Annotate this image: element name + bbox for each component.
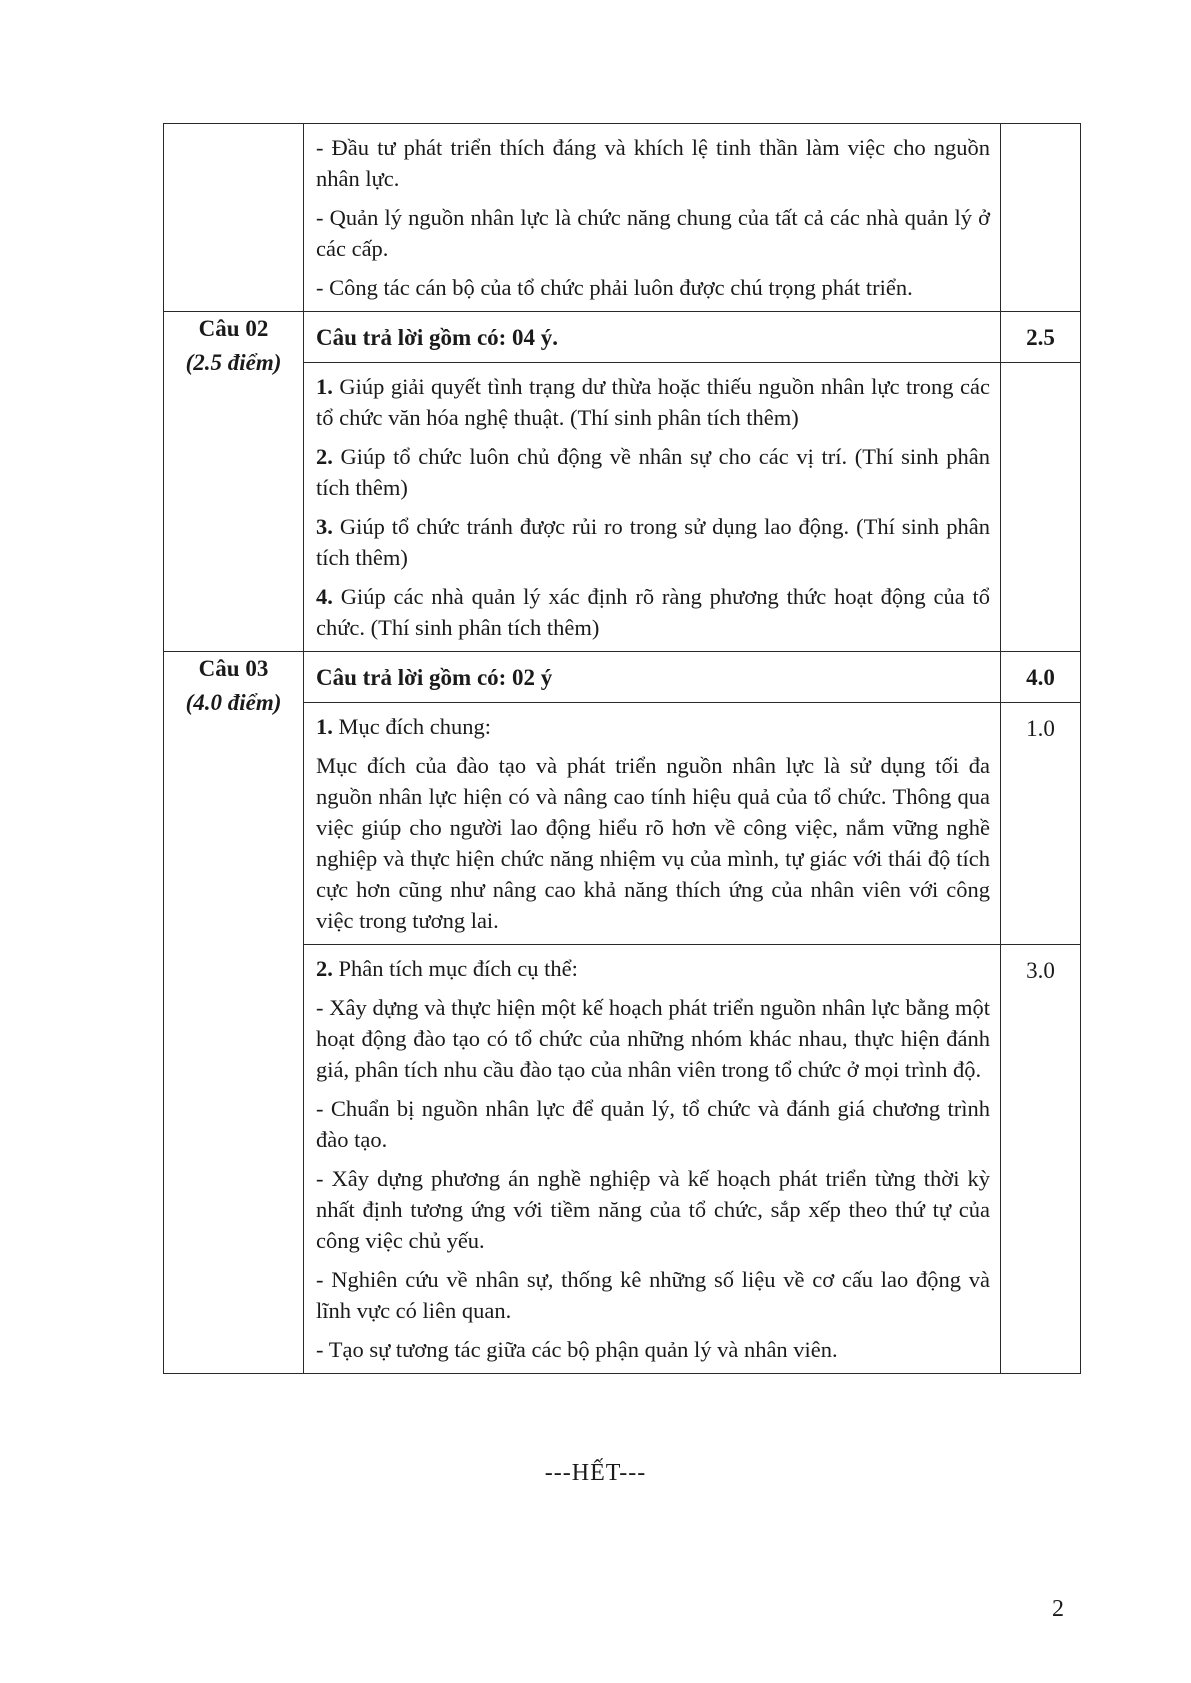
continuation-content [304,124,1001,312]
answer-item [316,511,990,573]
bullet-item: - Xây dựng và thực hiện một kế hoạch phát triển nguồn nhân lực bằng một hoạt động đào tạo có tổ chức của những nhóm khác nhau, thực hiện đánh giá, phân tích nhu cầu đào tạo của nhân viên trong tổ chức ở mọi trình độ. [316,995,990,1082]
answer-item [316,441,990,503]
q2-header-row [164,312,1081,363]
q2-empty-score-cell [1001,363,1081,652]
q2-title: Câu 02 [198,316,269,341]
q3-part1-body [304,703,1001,945]
part-heading [316,953,990,984]
part-heading-text: Phân tích mục đích cụ thể: [338,956,578,981]
bullet-item: - Công tác cán bộ của tổ chức phải luôn được chú trọng phát triển. [316,275,913,300]
page-number: 2 [1052,1596,1064,1622]
item-number: 3. [316,514,333,539]
continuation-row [164,124,1081,312]
q2-score: 2.5 [1001,312,1081,363]
q3-label-cell [164,652,304,1374]
bullet-item: - Chuẩn bị nguồn nhân lực để quản lý, tổ chức và đánh giá chương trình đào tạo. [316,1096,990,1152]
bullet-item: - Quản lý nguồn nhân lực là chức năng chung của tất cả các nhà quản lý ở các cấp. [316,205,990,261]
item-number: 2. [316,444,333,469]
q3-answer-header: Câu trả lời gồm có: 02 ý [304,652,1001,703]
q3-part2-body [304,945,1001,1374]
bullet-item: - Nghiên cứu về nhân sự, thống kê những số liệu về cơ cấu lao động và lĩnh vực có liên quan. [316,1267,990,1323]
empty-question-cell [164,124,304,312]
part-number: 1. [316,714,333,739]
item-text: Giúp giải quyết tình trạng dư thừa hoặc thiếu nguồn nhân lực trong các tổ chức văn hóa nghệ thuật. (Thí sinh phân tích thêm) [316,374,990,430]
part-paragraph: Mục đích của đào tạo và phát triển nguồn nhân lực là sử dụng tối đa nguồn nhân lực hiện có và nâng cao tính hiệu quả của tổ chức. Thông qua việc giúp cho người lao động hiểu rõ hơn về công việc, nắm vững nghề nghiệp và thực hiện chức năng nhiệm vụ của mình, tự giác với thái độ tích cực hơn cũng như nâng cao khả năng thích ứng của nhân viên với công việc trong tương lai. [316,753,990,933]
part-heading-text: Mục đích chung: [338,714,491,739]
q3-part2-score: 3.0 [1001,945,1081,1374]
q2-answer-header: Câu trả lời gồm có: 04 ý. [304,312,1001,363]
part-heading [316,711,990,742]
empty-score-cell [1001,124,1081,312]
answer-key-table [163,123,1081,1374]
q3-title: Câu 03 [198,656,269,681]
answer-item [316,581,990,643]
q3-score: 4.0 [1001,652,1081,703]
bullet-item: - Xây dựng phương án nghề nghiệp và kế hoạch phát triển từng thời kỳ nhất định tương ứng với tiềm năng của tổ chức, sắp xếp theo thứ tự của công việc chủ yếu. [316,1166,990,1253]
q2-label-cell [164,312,304,652]
q2-answer-body [304,363,1001,652]
q3-points: (4.0 điểm) [185,690,282,715]
end-marker: ---HẾT--- [544,1460,647,1486]
item-number: 1. [316,374,333,399]
part-number: 2. [316,956,333,981]
item-text: Giúp các nhà quản lý xác định rõ ràng phương thức hoạt động của tổ chức. (Thí sinh phân tích thêm) [316,584,991,640]
bullet-item: - Tạo sự tương tác giữa các bộ phận quản lý và nhân viên. [316,1337,838,1362]
answer-item [316,371,990,433]
item-number: 4. [316,584,333,609]
bullet-item: - Đầu tư phát triển thích đáng và khích lệ tinh thần làm việc cho nguồn nhân lực. [316,135,990,191]
item-text: Giúp tổ chức luôn chủ động về nhân sự cho các vị trí. (Thí sinh phân tích thêm) [316,444,990,500]
q3-header-row [164,652,1081,703]
q3-part1-score: 1.0 [1001,703,1081,945]
q2-points: (2.5 điểm) [185,350,282,375]
item-text: Giúp tổ chức tránh được rủi ro trong sử dụng lao động. (Thí sinh phân tích thêm) [316,514,991,570]
